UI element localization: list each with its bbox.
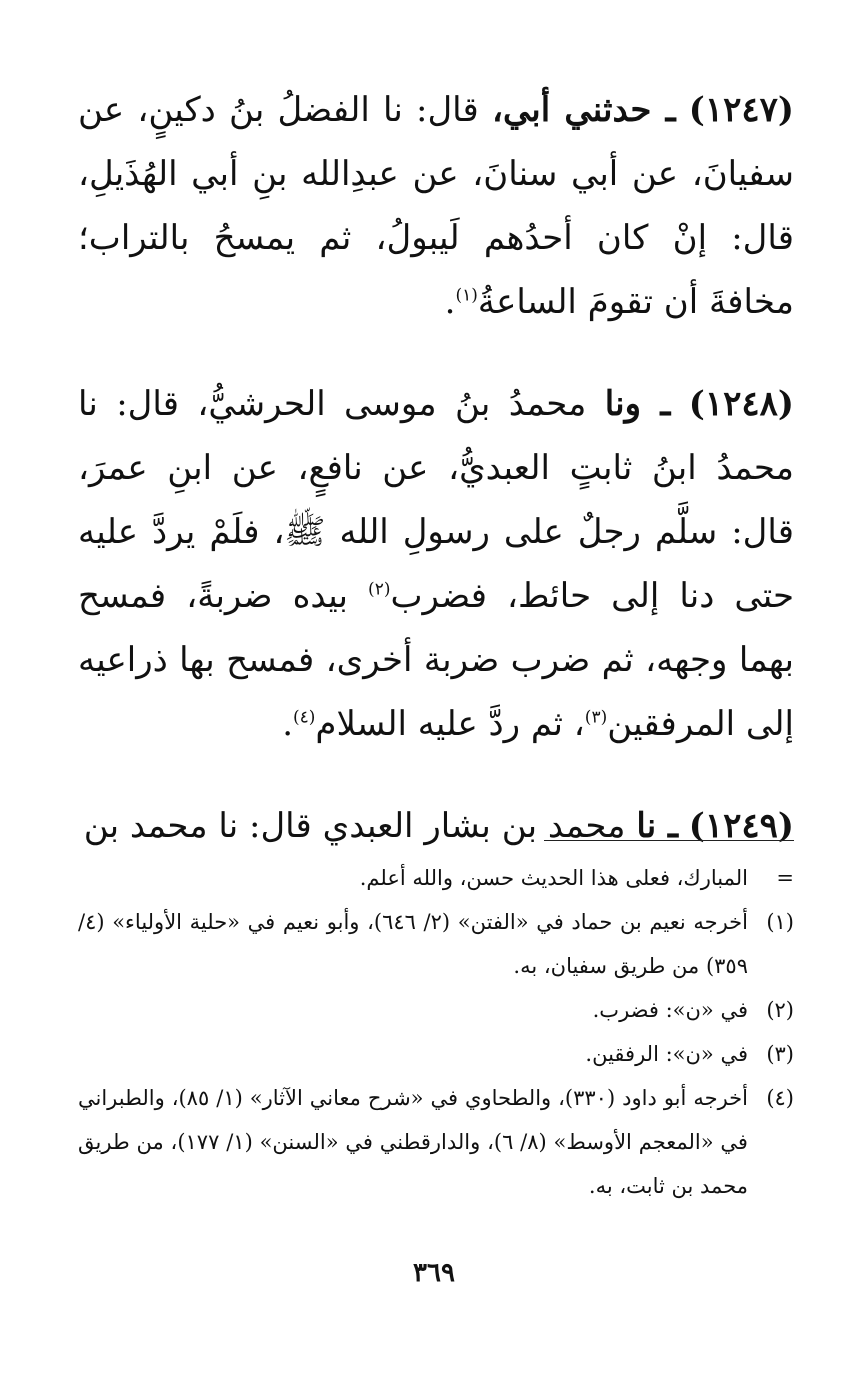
hadith-text: قال: نا الفضلُ بنُ دكينٍ، عن سفيانَ، عن أبي سنانَ، عن عبدِالله بنِ أبي الهُذَيلِ، قال: إنْ كان أحدُهم لَيبولُ، ثم يمسحُ بالتراب؛ مخافةَ أن تقومَ الساعةُ <box>78 90 794 322</box>
footnote-ref: (٣) <box>584 707 608 728</box>
footnotes <box>78 856 794 1208</box>
footnote-ref: (٤) <box>293 707 316 728</box>
footnote-separator <box>544 840 794 841</box>
hadith-text: بيده ضربةً، فمسح بهما وجهه، ثم ضرب ضربة أخرى، فمسح بها ذراعيه إلى المرفقين <box>78 576 794 744</box>
footnote-text: في «ن»: فضرب. <box>592 998 748 1022</box>
hadith-number: (١٢٤٨) <box>688 384 794 424</box>
footnote-4 <box>78 1076 794 1208</box>
footnote-marker: (٤) <box>766 1086 794 1110</box>
hadith-1248 <box>78 372 794 756</box>
footnote-1 <box>78 900 794 988</box>
main-text <box>78 78 794 858</box>
hadith-intro: ـ ونا <box>604 384 671 424</box>
footnote-continuation <box>78 856 794 900</box>
footnote-marker: (٢) <box>766 998 794 1022</box>
hadith-intro: ـ نا <box>636 806 678 846</box>
hadith-number: (١٢٤٧) <box>688 90 794 130</box>
hadith-text: محمدُ بنُ موسى الحرشيُّ، قال: نا محمدُ ابنُ ثابتٍ العبديُّ، عن نافعٍ، عن ابنِ عمرَ، قال: سلَّم رجلٌ على رسولِ الله ﷺ، فلَمْ يردَّ عليه حتى دنا إلى حائط، فضرب <box>78 384 795 616</box>
footnote-text: أخرجه نعيم بن حماد في «الفتن» (٢/ ٦٤٦)، وأبو نعيم في «حلية الأولياء» (٤/ ٣٥٩) من طريق سفيان، به. <box>78 910 748 978</box>
footnote-3 <box>78 1032 794 1076</box>
hadith-text: ، ثم ردَّ عليه السلام <box>315 704 585 744</box>
footnote-2 <box>78 988 794 1032</box>
footnote-marker: (٣) <box>766 1042 794 1066</box>
footnote-ref: (٢) <box>368 579 391 600</box>
hadith-text-end: . <box>282 704 293 744</box>
hadith-intro: ـ حدثني أبي، <box>491 90 676 130</box>
hadith-number: (١٢٤٩) <box>688 806 794 846</box>
footnote-marker: (١) <box>766 910 794 934</box>
footnote-ref: (١) <box>455 285 478 306</box>
page-number: ٣٦٩ <box>413 1258 455 1288</box>
footnote-text: المبارك، فعلى هذا الحديث حسن، والله أعلم. <box>359 866 748 890</box>
hadith-1249 <box>78 794 794 858</box>
footnote-text: في «ن»: الرفقين. <box>585 1042 748 1066</box>
hadith-1247 <box>78 78 794 334</box>
hadith-text-end: . <box>444 282 456 322</box>
footnote-marker: = <box>776 866 794 890</box>
hadith-text: محمد بن بشار العبدي قال: نا محمد بن <box>83 806 637 846</box>
footnote-text: أخرجه أبو داود (٣٣٠)، والطحاوي في «شرح معاني الآثار» (١/ ٨٥)، والطبراني في «المعجم الأوسط» (٨/ ٦)، والدارقطني في «السنن» (١/ ١٧٧)، من طريق محمد بن ثابت، به. <box>78 1086 748 1198</box>
